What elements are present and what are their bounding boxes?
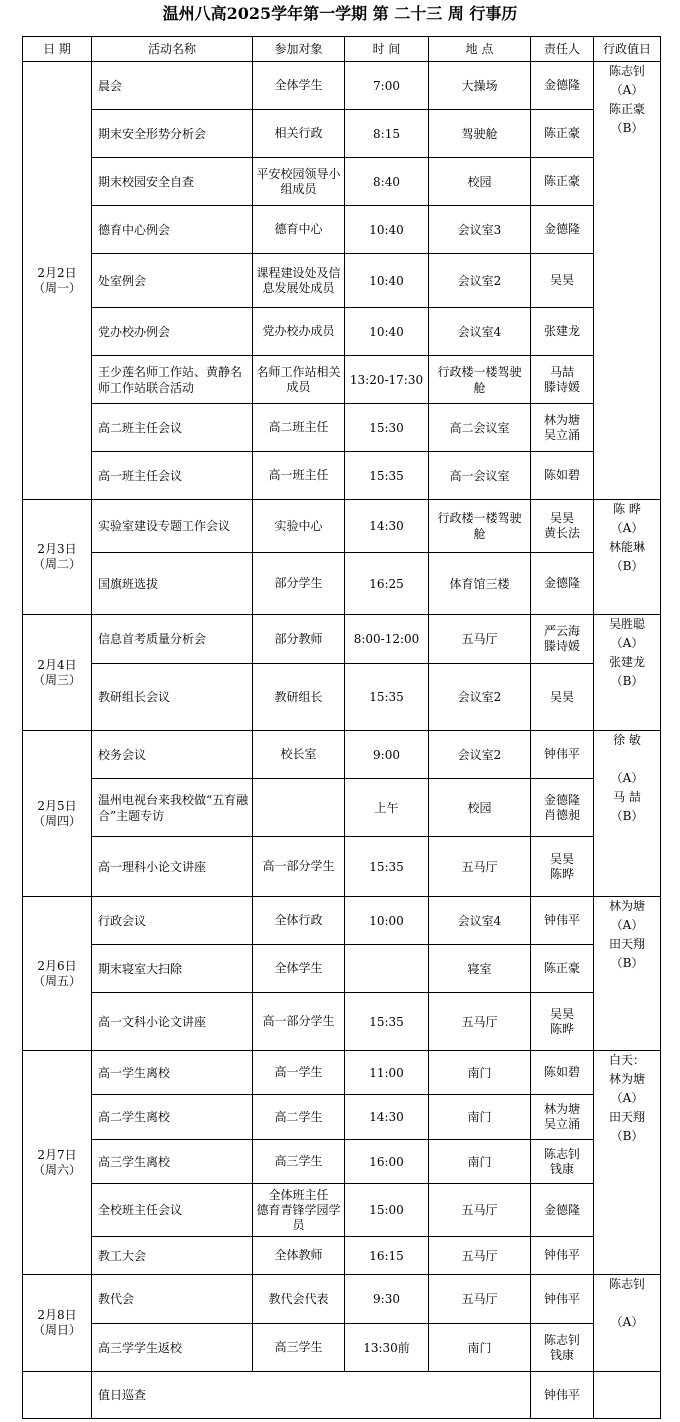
activity-person: 吴昊 陈晔 — [531, 993, 594, 1051]
activity-place: 高一会议室 — [429, 452, 531, 500]
activity-person: 吴昊 — [531, 254, 594, 308]
activity-person: 钟伟平 — [531, 1237, 594, 1275]
activity-target: 党办校办成员 — [253, 308, 345, 356]
activity-time: 8:15 — [345, 110, 429, 158]
table-row — [23, 615, 661, 664]
activity-person: 陈志钊 钱康 — [531, 1140, 594, 1184]
header-activity: 活动名称 — [92, 37, 253, 62]
activity-time: 9:00 — [345, 731, 429, 779]
activity-name: 教研组长会议 — [92, 664, 253, 731]
activity-target: 全体学生 — [253, 62, 345, 110]
activity-name: 王少莲名师工作站、黄静名师工作站联合活动 — [92, 356, 253, 404]
activity-person: 陈正豪 — [531, 110, 594, 158]
table-row — [23, 404, 661, 452]
activity-name: 晨会 — [92, 62, 253, 110]
activity-place: 五马厅 — [429, 1184, 531, 1237]
table-row — [23, 356, 661, 404]
activity-time — [345, 945, 429, 993]
activity-target: 高三学生 — [253, 1324, 345, 1372]
activity-target — [253, 779, 345, 837]
header-duty: 行政值日 — [594, 37, 661, 62]
day-date: 2月3日 （周二） — [23, 500, 92, 615]
activity-person: 吴昊 陈晔 — [531, 837, 594, 897]
activity-place: 会议室2 — [429, 664, 531, 731]
table-row — [23, 62, 661, 110]
activity-place: 高二会议室 — [429, 404, 531, 452]
activity-time: 15:35 — [345, 452, 429, 500]
activity-name: 期末校园安全自查 — [92, 158, 253, 206]
activity-name: 期末安全形势分析会 — [92, 110, 253, 158]
activity-name: 教代会 — [92, 1275, 253, 1324]
footer-date — [23, 1372, 92, 1419]
page-title: 温州八高2025学年第一学期 第 二十三 周 行事历 — [162, 4, 518, 23]
header-date: 日 期 — [23, 37, 92, 62]
activity-person: 陈正豪 — [531, 945, 594, 993]
activity-name: 高一理科小论文讲座 — [92, 837, 253, 897]
activity-place: 五马厅 — [429, 1275, 531, 1324]
activity-target: 德育中心 — [253, 206, 345, 254]
duty-officer: 陈志钊 （A） 陈正豪 （B） — [594, 62, 661, 500]
table-row — [23, 553, 661, 615]
table-row — [23, 254, 661, 308]
activity-place: 寝室 — [429, 945, 531, 993]
activity-place: 体育馆三楼 — [429, 553, 531, 615]
activity-person: 金德隆 肖德昶 — [531, 779, 594, 837]
activity-time: 16:00 — [345, 1140, 429, 1184]
activity-name: 实验室建设专题工作会议 — [92, 500, 253, 553]
activity-target: 高二学生 — [253, 1095, 345, 1140]
activity-name: 信息首考质量分析会 — [92, 615, 253, 664]
activity-target: 相关行政 — [253, 110, 345, 158]
activity-name: 高三学学生返校 — [92, 1324, 253, 1372]
activity-time: 8:00-12:00 — [345, 615, 429, 664]
activity-name: 期末寝室大扫除 — [92, 945, 253, 993]
footer-name: 值日巡查 — [92, 1372, 531, 1419]
header-target: 参加对象 — [253, 37, 345, 62]
activity-time: 15:35 — [345, 664, 429, 731]
activity-target: 教代会代表 — [253, 1275, 345, 1324]
activity-time: 15:00 — [345, 1184, 429, 1237]
activity-target: 全体教师 — [253, 1237, 345, 1275]
activity-place: 南门 — [429, 1324, 531, 1372]
activity-name: 高一班主任会议 — [92, 452, 253, 500]
activity-time: 15:35 — [345, 993, 429, 1051]
activity-name: 教工大会 — [92, 1237, 253, 1275]
header-place: 地 点 — [429, 37, 531, 62]
footer-duty — [594, 1372, 661, 1419]
activity-time: 9:30 — [345, 1275, 429, 1324]
activity-person: 张建龙 — [531, 308, 594, 356]
activity-place: 五马厅 — [429, 837, 531, 897]
activity-time: 10:40 — [345, 254, 429, 308]
table-row — [23, 1237, 661, 1275]
activity-time: 11:00 — [345, 1051, 429, 1095]
table-row — [23, 897, 661, 945]
activity-place: 南门 — [429, 1051, 531, 1095]
day-date: 2月7日 （周六） — [23, 1051, 92, 1275]
activity-target: 部分学生 — [253, 553, 345, 615]
activity-target: 课程建设处及信息发展处成员 — [253, 254, 345, 308]
activity-person: 钟伟平 — [531, 1275, 594, 1324]
activity-target: 部分教师 — [253, 615, 345, 664]
activity-name: 校务会议 — [92, 731, 253, 779]
duty-officer: 林为塘 （A） 田天翔 （B） — [594, 897, 661, 1051]
activity-place: 会议室4 — [429, 897, 531, 945]
activity-place: 会议室2 — [429, 254, 531, 308]
activity-name: 处室例会 — [92, 254, 253, 308]
table-row — [23, 308, 661, 356]
activity-person: 金德隆 — [531, 553, 594, 615]
activity-time: 16:25 — [345, 553, 429, 615]
activity-place: 五马厅 — [429, 615, 531, 664]
activity-person: 钟伟平 — [531, 731, 594, 779]
activity-target: 全体学生 — [253, 945, 345, 993]
activity-person: 陈如碧 — [531, 1051, 594, 1095]
activity-place: 行政楼一楼驾驶舱 — [429, 500, 531, 553]
activity-name: 高一文科小论文讲座 — [92, 993, 253, 1051]
activity-place: 会议室2 — [429, 731, 531, 779]
activity-target: 高二班主任 — [253, 404, 345, 452]
table-row — [23, 206, 661, 254]
activity-name: 高二班主任会议 — [92, 404, 253, 452]
activity-place: 会议室4 — [429, 308, 531, 356]
activity-time: 15:35 — [345, 837, 429, 897]
table-row — [23, 779, 661, 837]
activity-name: 党办校办例会 — [92, 308, 253, 356]
table-row — [23, 1324, 661, 1372]
activity-place: 校园 — [429, 779, 531, 837]
table-row — [23, 837, 661, 897]
activity-time: 16:15 — [345, 1237, 429, 1275]
activity-time: 15:30 — [345, 404, 429, 452]
activity-place: 校园 — [429, 158, 531, 206]
activity-name: 温州电视台来我校做“五育融合”主题专访 — [92, 779, 253, 837]
activity-time: 14:30 — [345, 1095, 429, 1140]
activity-name: 高二学生离校 — [92, 1095, 253, 1140]
day-date: 2月5日 （周四） — [23, 731, 92, 897]
table-row — [23, 1095, 661, 1140]
activity-name: 德育中心例会 — [92, 206, 253, 254]
duty-officer: 陈志钊 （A） — [594, 1275, 661, 1372]
duty-officer: 徐 敏 （A） 马 喆 （B） — [594, 731, 661, 897]
activity-time: 13:20-17:30 — [345, 356, 429, 404]
header-row — [23, 37, 661, 62]
activity-time: 10:00 — [345, 897, 429, 945]
table-row — [23, 1184, 661, 1237]
activity-person: 陈正豪 — [531, 158, 594, 206]
day-date: 2月8日 （周日） — [23, 1275, 92, 1372]
table-row — [23, 500, 661, 553]
activity-person: 金德隆 — [531, 62, 594, 110]
activity-name: 高一学生离校 — [92, 1051, 253, 1095]
table-row — [23, 1372, 661, 1419]
activity-person: 林为塘 吴立涌 — [531, 404, 594, 452]
duty-officer: 陈 晔 （A） 林能琳 （B） — [594, 500, 661, 615]
activity-person: 严云海 滕诗媛 — [531, 615, 594, 664]
activity-name: 国旗班选拔 — [92, 553, 253, 615]
activity-target: 平安校园领导小组成员 — [253, 158, 345, 206]
day-date: 2月4日 （周三） — [23, 615, 92, 731]
activity-person: 吴昊 — [531, 664, 594, 731]
activity-time: 14:30 — [345, 500, 429, 553]
duty-officer: 吴胜聪 （A） 张建龙 （B） — [594, 615, 661, 731]
activity-target: 高一学生 — [253, 1051, 345, 1095]
activity-place: 五马厅 — [429, 993, 531, 1051]
schedule-table — [22, 36, 661, 1419]
activity-name: 高三学生离校 — [92, 1140, 253, 1184]
header-time: 时 间 — [345, 37, 429, 62]
day-date: 2月6日 （周五） — [23, 897, 92, 1051]
activity-person: 马喆 滕诗媛 — [531, 356, 594, 404]
footer-person: 钟伟平 — [531, 1372, 594, 1419]
activity-time: 上午 — [345, 779, 429, 837]
table-row — [23, 1275, 661, 1324]
table-row — [23, 158, 661, 206]
activity-person: 林为塘 吴立涌 — [531, 1095, 594, 1140]
activity-time: 8:40 — [345, 158, 429, 206]
activity-time: 10:40 — [345, 206, 429, 254]
activity-target: 高三学生 — [253, 1140, 345, 1184]
day-date: 2月2日 （周一） — [23, 62, 92, 500]
activity-target: 高一班主任 — [253, 452, 345, 500]
activity-place: 驾驶舱 — [429, 110, 531, 158]
activity-place: 大操场 — [429, 62, 531, 110]
activity-target: 名师工作站相关成员 — [253, 356, 345, 404]
activity-person: 陈志钊 钱康 — [531, 1324, 594, 1372]
activity-target: 全体班主任 德育青锋学园学员 — [253, 1184, 345, 1237]
table-row — [23, 452, 661, 500]
activity-target: 实验中心 — [253, 500, 345, 553]
activity-person: 陈如碧 — [531, 452, 594, 500]
activity-place: 南门 — [429, 1140, 531, 1184]
table-row — [23, 110, 661, 158]
activity-time: 7:00 — [345, 62, 429, 110]
table-row — [23, 1140, 661, 1184]
table-row — [23, 945, 661, 993]
activity-target: 全体行政 — [253, 897, 345, 945]
activity-target: 高一部分学生 — [253, 993, 345, 1051]
activity-target: 校长室 — [253, 731, 345, 779]
activity-place: 五马厅 — [429, 1237, 531, 1275]
activity-place: 南门 — [429, 1095, 531, 1140]
duty-officer: 白天： 林为塘 （A） 田天翔 （B） — [594, 1051, 661, 1275]
header-person: 责任人 — [531, 37, 594, 62]
table-row — [23, 731, 661, 779]
activity-person: 金德隆 — [531, 1184, 594, 1237]
activity-place: 行政楼一楼驾驶舱 — [429, 356, 531, 404]
activity-time: 10:40 — [345, 308, 429, 356]
activity-target: 教研组长 — [253, 664, 345, 731]
table-row — [23, 993, 661, 1051]
activity-target: 高一部分学生 — [253, 837, 345, 897]
activity-person: 金德隆 — [531, 206, 594, 254]
table-row — [23, 1051, 661, 1095]
activity-person: 吴昊 黄长法 — [531, 500, 594, 553]
activity-name: 全校班主任会议 — [92, 1184, 253, 1237]
activity-place: 会议室3 — [429, 206, 531, 254]
activity-name: 行政会议 — [92, 897, 253, 945]
table-row — [23, 664, 661, 731]
activity-time: 13:30前 — [345, 1324, 429, 1372]
activity-person: 钟伟平 — [531, 897, 594, 945]
